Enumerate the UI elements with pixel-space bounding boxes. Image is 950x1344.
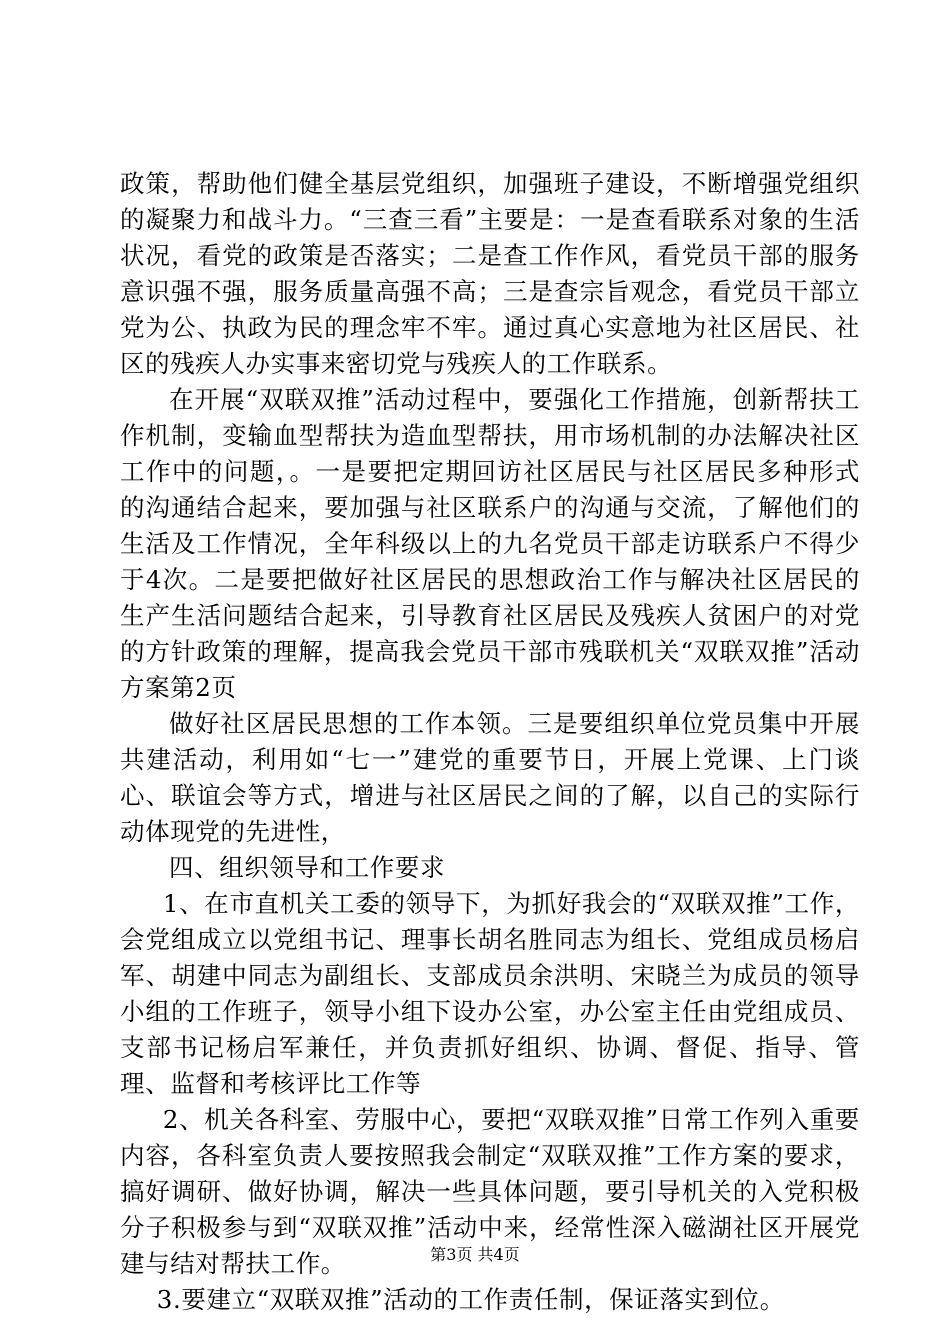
paragraph-item-2: 2、机关各科室、劳服中心，要把“双联双推”日常工作列入重要内容，各科室负责人要按照我会制定“双联双推”工作方案的要求，搞好调研、做好协调，解决一些具体问题，要引导机关的入党积极分子积极参与到“双联双推”活动中来，经常性深入磁湖社区开展党建与结对帮扶工作。 <box>120 1105 860 1278</box>
paragraph-3: 做好社区居民思想的工作本领。三是要组织单位党员集中开展共建活动，利用如“七一”建党的重要节日，开展上党课、上门谈心、联谊会等方式，增进与社区居民之间的了解，以自己的实际行动体现党的先进性， <box>120 709 860 846</box>
section-heading: 四、组织领导和工作要求 <box>169 853 446 882</box>
paragraph-item-1: 1、在市直机关工委的领导下，为抓好我会的“双联双推”工作，会党组成立以党组书记、理事长胡名胜同志为组长、党组成员杨启军、胡建中同志为副组长、支部成员余洪明、宋晓兰为成员的领导小组的工作班子，领导小组下设办公室，办公室主任由党组成员、支部书记杨启军兼任，并负责抓好组织、协调、督促、指导、管理、监督和考核评比工作等 <box>120 889 860 1098</box>
paragraph-2: 在开展“双联双推”活动过程中，要强化工作措施，创新帮扶工作机制，变输血型帮扶为造血型帮扶，用市场机制的办法解决社区工作中的问题，。一是要把定期回访社区居民与社区居民多种形式的沟通结合起来，要加强与社区联系户的沟通与交流，了解他们的生活及工作情况，全年科级以上的九名党员干部走访联系户不得少于4次。二是要把做好社区居民的思想政治工作与解决社区居民的生产生活问题结合起来，引导教育社区居民及残疾人贫困户的对党的方针政策的理解，提高我会党员干部市残联机关“双联双推”活动方案第2页 <box>120 385 860 702</box>
document-body <box>120 166 860 1318</box>
page-footer: 第3页 共4页 <box>430 1245 520 1264</box>
paragraph-item-3: 3.要建立“双联双推”活动的工作责任制，保证落实到位。 <box>156 1285 785 1314</box>
paragraph-1: 政策，帮助他们健全基层党组织，加强班子建设，不断增强党组织的凝聚力和战斗力。“三查三看”主要是：一是查看联系对象的生活状况，看党的政策是否落实；二是查工作作风，看党员干部的服务意识强不强，服务质量高强不高；三是查宗旨观念，看党员干部立党为公、执政为民的理念牢不牢。通过真心实意地为社区居民、社区的残疾人办实事来密切党与残疾人的工作联系。 <box>120 169 860 378</box>
